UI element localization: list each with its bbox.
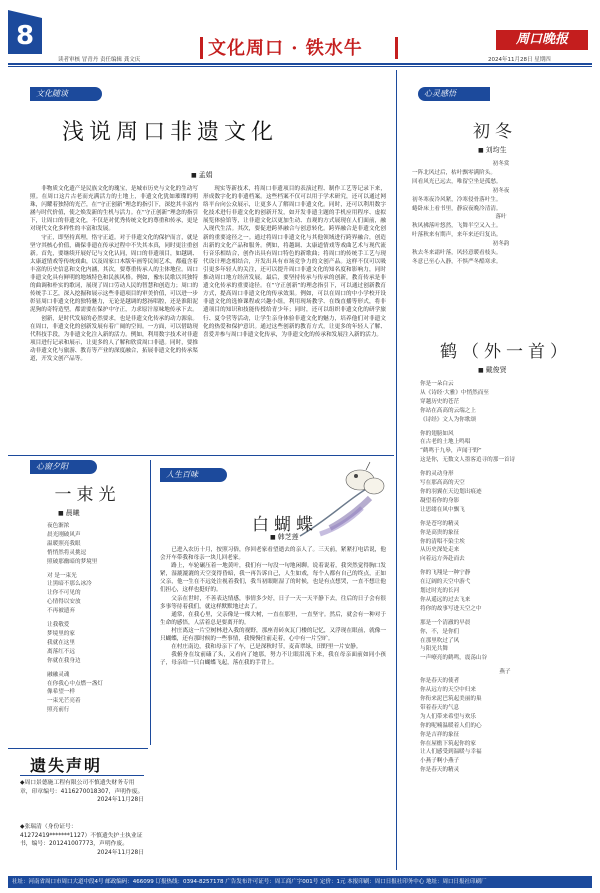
poem-line: 秋去冬来霜叶落，风轻意暖看枝头。 [412,250,502,257]
poem-line: 向着远方奔赴而去 [420,556,465,563]
poem-heart-body [412,160,590,267]
section-divider [8,748,148,749]
poem-line: 叶落秋来有期声，来年来还归复出。 [412,232,502,239]
poem-line: 融融灵魂 [47,671,70,678]
poem-line: 蜷卧床上看书里，静寂夜晚冷清清。 [412,205,502,212]
poem-line: 在你我心中点燃一盏灯 [47,680,103,687]
poem-line: 写在那高高的天空 [420,480,465,487]
poem-crane-body [420,380,590,872]
poem-line: 夜色渐浓 [47,523,70,529]
lost-notice-item [20,779,144,805]
essay-paragraph: 现实等新技术，将周口非遗项目的表演过程、制作工艺等记录下来，形成数字化的非遗档案。这些档案不仅可以用于学术研究，还可以通过网络平台向公众展示，让更多人了解周口非遗文化。同时，还可以利用数字化技术进行非遗文化的创新开发，如开发非遗主题的手机应用程序、虚拟展览体验馆等，让非遗文化以更加生动、直观的方式展现在人们面前，融入现代生活。其次，要促进跨界融合与创意转化。跨界融合是非遗文化创新的重要途径之一。通过将周口非遗文化与其他领域进行跨界融合，创造出新的文化产品和服务。例如，将越调、太康道情戏等戏曲艺术与现代流行音乐相结合，创作出具有周口特色的新歌曲；将周口的传统手工艺与现代设计理念相结合，开发出具有市场竞争力的文创产品。这样不仅可以吸引更多年轻人的关注，还可以提升周口非遗文化的知名度和影响力，同时推动周口地方经济发展。最后，要坚持传承与传承的创新，教育传承是非遗文化传承的重要途径。在“守正创新”的理念指引下，可以通过创新教育方式，提高周口非遗文化的传承效果。例如，可以在周口的中小学校开设非遗文化的选修课程或兴趣小组，利用现场教学、在线直播等形式，将非遗项目的知识和技能传授给青少年；同时，还可以组织非遗文化的研学旅行、夏令营等活动，让学生亲身体验非遗文化的魅力，培养他们对非遗文化的热爱和保护意识。通过这些创新的教育方式，让更多的年轻人了解、喜爱并参与周口非遗文化传承，为非遗文化的传承和发展注入新的活力。 [203,186,386,338]
editor-credits: 读者审核 冒青丹 责任编辑 龚文庆 [58,57,141,63]
poem-line: 你就在我身边 [47,657,81,664]
poem-line: 你从遥远的过去飞来 [420,596,471,603]
poem-line: 你是苍穹的精灵 [420,520,460,527]
masthead-divider-right [395,37,398,59]
lost-notice-date: 2024年11月28日 [97,849,144,856]
story-paragraph: 在村庄南边，我和母亲下了车，已是深秋时节，麦苗翠绿，田野里一片安静。 [171,644,362,651]
story-paragraph: 路上，车轮碾压着一地黄叶，我们有一句没一句地闲聊。说着说着，我突然觉得胸口发紧，湿漉漉漉的天空变得昏暗，我一再告诉自己，人生如戏，每个人都有自己的终点，正如父亲，他一生在不远处注视着我们，我当初眼眶湿了的时候，也是有点想哭，一直不想让他们担心，这样也挺好的。 [160,563,386,594]
poem-line: 在辽阔的天空中游弋 [420,579,471,586]
poem-line: 温暖照亮我眼 [47,540,81,547]
poem-subheading: 落叶 [495,214,507,221]
poem-line: 在那里吹过了风 [420,637,460,644]
poem-line: 让思绪在风中飘飞 [420,506,465,513]
poem-line: 划过时光的长河 [420,588,460,595]
essay-title: 浅说周口非遗文化 [62,120,279,145]
poem-line: 你，不，是你们 [420,628,460,635]
lost-notice-text: ◆周口景德施工程有限公司不慎遗失财务专用章，印章编号：4116270018307，声明作废。 [20,780,144,795]
poem-line: 让我敬爱 [47,622,70,629]
newspaper-logo: 周口晚报 [496,30,588,50]
story-body [160,546,386,868]
poem-title: 一束光 [54,485,121,505]
poem-line: 你从远方的天空中归来 [420,687,476,694]
poem-subheading: 初冬韵 [492,241,510,248]
column-label-poem: 心窗夕阳 [30,460,97,474]
poem-line: 一束光芒亮着 [47,698,81,705]
poem-line: 你的羽翼在天边划出痕迹 [420,488,482,495]
poem-line: 你的清唱不染尘埃 [420,538,465,545]
poem-line: 为人们带来希望与欢乐 [420,713,476,720]
poem-heart-byline: ■ 刘均生 [478,145,507,155]
column-label-life: 人生百味 [160,468,227,482]
story-paragraph: 村庄离这一片空树林进入我的视野，那座青砖灰瓦门楼的记忆，又浮现在眼前，就像一只蝴蝶，还有那时候的一些事情，我慢慢往前走着，心中有一片空旷。 [160,627,386,643]
poem-line: 那是一个清澈的早晨 [420,619,471,626]
poem-line: 带着春天的气息 [420,704,460,711]
poem-line: 回看风光已远去，唯留空坐是孤愁。 [412,178,502,185]
poem-line: 小燕子啊小燕子 [420,758,460,765]
poem-crane-byline: ■ 戴俊贤 [478,365,507,375]
story-paragraph: 通常，在我心里，父亲像是一棵大树，一直在那里，一直坚守。然后，就会有一种对于生命的感悟，人活着总是要离开的。 [160,611,386,626]
poem-line: 离落红不远 [47,648,75,655]
poem-line: 让人们感受到温暖与幸福 [420,749,482,756]
poem-line: 照亮前行 [47,707,70,714]
poem-line: 穿越历史的苍茫 [420,398,460,405]
poem-subheading: 燕子 [499,669,511,676]
story-paragraph: 我俯身在坟前磕了头，又看向了她那，努力不让眼泪流下来，我在母亲面前如同小孩子，母亲给一只白蝴蝶飞起，落在我的手背上。 [160,652,386,667]
poem-line: 像希望一样 [47,689,75,696]
footer-bar: 社址：河南省周口市周口大道中段4号 邮政编码：466099 订报热线：0394-8257178 广告发布许可证号：周工商广字001号 定价：1元 本报印刷：周口日报社印务中心 地址：周口日报社印刷厂 [8,876,592,888]
lost-notice-title: 遗失声明 [30,756,103,775]
essay-paragraph: 守正，即坚持真理，恪守正道。对于非遗文化的保护而言，就是坚守其核心价值，确保非遗在传承过程中不失其本真，同时更注重创新。首先，要继续开展好记与文化认同，周口的非遗项目，如越调、太康道情戏等传统戏曲，以及周家口木版年画等民间艺术，都蕴含着丰富的历史信息和文化内涵，其次，要尊重传承人的主体地位。周口非遗文化具有鲜明的地域特色和民族风格。例如，豫东民歌以其独特的曲调和朴实的歌词，展现了周口劳动人民的智慧和创造力；周口的传统手工艺，深入挖掘和展示这些非遗项目的审美价值，可以进一步彰显周口非遗文化的独特魅力，无论是越调的悠扬唱腔，还是淮阳泥泥狗的奇特造型，都需要在保护中守正，力求原汁原味地传承下去。 [30,234,198,314]
poem-line: 你是一朵白云 [420,381,454,387]
lost-notice-text: ◆张瑞清（身份证号：41272419*******1127）不慎遗失护士执业证书，编号：201241007773，声明作废。 [20,824,143,848]
poem-line: “鹤鸣于九皋，声闻于野” [420,448,482,455]
poem-line: 你是春天的使者 [420,678,460,685]
poem-line: 你是春天的精灵 [420,767,460,774]
poem-line: 悄悄然将灵挑逗 [47,549,87,556]
poem-line: 这是你，无数文人墨客追寻的那一首诗 [420,457,516,464]
page-number: 8 [8,18,42,54]
story-title: 白蝴蝶 [252,515,318,535]
poem-line: 你在屋檐下筑起你的家 [420,740,476,747]
poem-line: 让黑暗不那么冰冷 [47,581,92,588]
column-divider [396,70,397,870]
poem-line: 你的呢喃温暖着人们的心 [420,722,482,729]
poem-line: 冬意已至心入静，不惧严冬酷寒求。 [412,258,502,265]
poem-line: 你是高贵的象征 [420,529,460,536]
poem-line: 初冬寒夜冷风紧，冷寒侵骨落叶生。 [412,196,502,203]
poem-line: 你是吉祥的象征 [420,731,460,738]
poem-line: 让你不可见的 [47,590,81,597]
lost-notice-rule [20,775,144,776]
story-paragraph: 父亲在世时，不善表达情感，事情多少好，日子一天一天平静下去，往后的日子会有很多事等待着我们，就这样默默地过去了。 [160,595,386,610]
poem-line: 你的灵动身形 [420,471,454,478]
section-title: 文化周口 · 铁水牛 [208,38,363,59]
header-rule-thin [8,66,592,67]
story-paragraph: 已进入农历十月，按照习俗，你回老家看望逝去的亲人了。三天前，紧紧打电话说，他会开车带我和母亲一块儿回老家。 [160,547,386,562]
poem-line: 将你的故事写进天空之中 [420,605,482,612]
poem-line: 从《诗经·大雅》中悄然而至 [420,389,489,396]
poem-subheading: 初冬赏 [492,161,510,167]
header-rule [8,63,592,65]
poem-line: 你站在高高的云端之上 [420,407,476,414]
poem-line: 对 是一束光 [47,572,77,579]
poem-subheading: 初冬夜 [492,187,510,194]
poem-line: 在古老的土地上鸣唱 [420,439,471,446]
essay-column-2 [203,185,386,451]
lost-notice-date: 2024年11月28日 [97,797,144,804]
poem-line: 梦境里的家 [47,630,75,637]
poem-line: 不再被遗弃 [47,608,75,615]
masthead-divider-left [200,37,203,59]
poem-line: 《诗经》文人为你歌颂 [420,416,476,423]
poem-heart-title: 初冬 [473,122,517,142]
poem-byline: ■ 晨曦 [58,508,80,518]
poem-line: 你的翅膀如风 [420,430,454,437]
poem-crane-title: 鹤（外一首） [440,342,572,362]
poem-line: 心情得以安放 [47,599,81,606]
poem-line: 一阵北风过后，枯叶飘零满阶头。 [412,169,496,176]
poem-line: 凝望着你的身影 [420,497,460,504]
essay-column-1 [30,185,198,451]
poem-line: 从历史深处走来 [420,547,460,554]
poem-body [47,522,147,734]
issue-date: 2024年11月28日 星期四 [488,57,551,63]
poem-line: 一声嘹亮的鹤鸣，震荡山谷 [420,655,488,662]
column-divider [150,460,151,745]
essay-byline: ■ 孟娟 [191,170,213,180]
poem-line: 我就在这里 [47,639,75,646]
poem-line: 你的飞翔是一种宁静 [420,570,471,577]
essay-paragraph: 非物质文化遗产是民族文化的瑰宝，是城市历史与文化的生动写照。在周口这片古老而充满活力的土地上，非遗文化犹如璀璨的明珠，闪耀着独特的光芒，在“守正创新”理念的指引下，深挖其丰富内涵与时代价值，使之焕发新的生机与活力。在“守正创新”理念的指引下，让周口的非遗文化，不仅是对优秀传统文化的尊重和传承，更是对现代文化多样性的丰富和发展。 [30,186,198,233]
poem-line: 晨光刚破风声 [47,531,81,538]
column-label-culture: 文化随谈 [30,87,102,101]
poem-line: 秋风拂落叶悠然，飞舞半空又入土。 [412,223,502,230]
section-divider [8,455,394,456]
poem-line: 与阳光共舞 [420,646,448,653]
column-label-heart: 心灵感悟 [418,87,490,101]
lost-notice-item [20,823,144,857]
essay-paragraph: 创新，是时代发展的必然要求，也是非遗文化传承的动力源泉。在周口，非遗文化的创新发展有着广阔的空间。一方面，可以借助现代科技手段，为非遗文化注入新的活力。例如，利用数字技术对非遗项目进行记录和展示，让更多的人了解和欣赏周口非遗。同时，要推动非遗文化与旅游、教育等产业的深度融合，拓展非遗文化的传承渠道，开发文创产品等。 [30,315,198,362]
story-byline: ■ 韩芝莲 [270,532,299,542]
poem-line: 你衔来泥巴筑起美丽的巢 [420,696,482,702]
poem-line: 照破那幽暗的梦境里 [47,558,98,565]
